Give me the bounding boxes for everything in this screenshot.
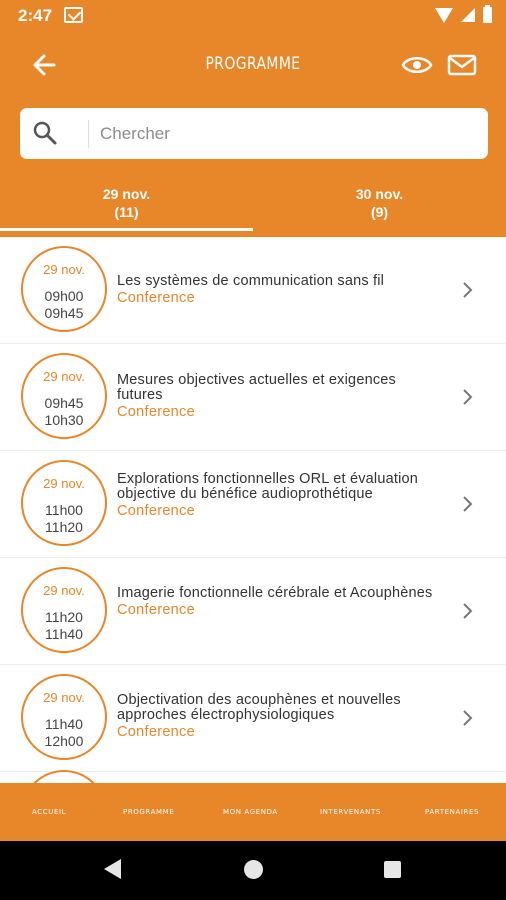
session-time-badge — [21, 770, 107, 783]
session-row[interactable] — [0, 344, 506, 451]
session-date: 29 nov. — [43, 262, 85, 277]
system-navigation-bar — [0, 841, 506, 900]
chevron-right-icon — [461, 709, 473, 727]
session-info — [117, 586, 437, 619]
date-tabs — [0, 180, 506, 237]
tab-indicator — [0, 228, 253, 231]
wifi-icon — [435, 8, 453, 23]
search-bar[interactable] — [20, 108, 488, 159]
session-end: 12h00 — [44, 733, 84, 749]
session-row[interactable] — [0, 558, 506, 665]
session-info — [117, 274, 437, 307]
session-row[interactable] — [0, 451, 506, 558]
mail-icon — [446, 52, 478, 78]
nav-mon-agenda[interactable]: MON AGENDA — [223, 808, 278, 816]
session-type: Conference — [117, 290, 195, 306]
session-date: 29 nov. — [43, 476, 85, 491]
session-start: 11h40 — [45, 716, 83, 732]
session-end: 11h40 — [45, 626, 83, 642]
session-start: 11h00 — [45, 502, 83, 518]
tab-count: (9) — [370, 204, 389, 220]
session-row[interactable] — [0, 665, 506, 772]
session-start: 09h45 — [44, 395, 84, 411]
search-divider — [88, 120, 89, 148]
session-info — [117, 472, 437, 520]
nav-partenaires[interactable]: PARTENAIRES — [425, 808, 480, 816]
system-back-icon[interactable] — [104, 859, 121, 879]
session-title: Imagerie fonctionnelle cérébrale et Acouphènes — [117, 585, 433, 601]
session-row[interactable] — [0, 237, 506, 344]
session-time-badge — [21, 460, 107, 546]
session-title: Les systèmes de communication sans fil — [117, 273, 385, 289]
session-list — [0, 237, 506, 783]
page-title: PROGRAMME — [205, 54, 301, 74]
session-type: Conference — [117, 404, 195, 420]
tab-30-nov[interactable] — [253, 180, 506, 237]
status-indicators — [435, 7, 492, 23]
session-time-badge — [21, 353, 107, 439]
session-info — [117, 373, 437, 421]
nav-programme[interactable]: PROGRAMME — [123, 808, 175, 816]
session-date: 29 nov. — [43, 690, 85, 705]
view-button[interactable] — [400, 52, 434, 78]
tab-date: 30 nov. — [355, 186, 404, 202]
session-date: 29 nov. — [43, 583, 85, 598]
session-title: Explorations fonctionnelles ORL et évaluation objective du bénéfice audioprothétique — [117, 471, 419, 502]
nav-intervenants[interactable]: INTERVENANTS — [320, 808, 381, 816]
status-time: 2:47 — [18, 6, 53, 25]
signal-icon — [461, 8, 475, 22]
session-time-badge — [21, 674, 107, 760]
session-type: Conference — [117, 503, 195, 519]
status-bar — [0, 0, 506, 32]
gmail-notification-icon — [64, 7, 83, 23]
session-time-badge — [21, 567, 107, 653]
session-title: Mesures objectives actuelles et exigences futures — [117, 372, 397, 403]
session-start: 09h00 — [44, 288, 84, 304]
nav-accueil[interactable]: ACCUEIL — [32, 808, 67, 816]
chevron-right-icon — [461, 388, 473, 406]
battery-icon — [483, 7, 492, 23]
session-end: 11h20 — [45, 519, 83, 535]
search-input[interactable] — [100, 121, 480, 147]
mail-button[interactable] — [446, 52, 478, 78]
session-type: Conference — [117, 724, 195, 740]
chevron-right-icon — [461, 602, 473, 620]
session-date: 29 nov. — [43, 369, 85, 384]
session-end: 10h30 — [44, 412, 84, 428]
tab-count: (11) — [114, 204, 139, 220]
session-start: 11h20 — [45, 609, 83, 625]
session-info — [117, 693, 437, 741]
tab-29-nov[interactable] — [0, 180, 253, 237]
bottom-navigation — [0, 783, 506, 841]
session-type: Conference — [117, 602, 195, 618]
session-title: Objectivation des acouphènes et nouvelles approches électrophysiologiques — [117, 692, 401, 723]
session-end: 09h45 — [44, 305, 84, 321]
chevron-right-icon — [461, 495, 473, 513]
eye-icon — [400, 52, 434, 78]
session-row-partial[interactable] — [0, 772, 506, 783]
app-bar — [0, 38, 506, 92]
chevron-right-icon — [461, 281, 473, 299]
search-icon — [32, 120, 58, 146]
tab-date: 29 nov. — [102, 186, 151, 202]
system-home-icon[interactable] — [244, 860, 263, 879]
system-recents-icon[interactable] — [384, 861, 401, 878]
session-time-badge — [21, 246, 107, 332]
